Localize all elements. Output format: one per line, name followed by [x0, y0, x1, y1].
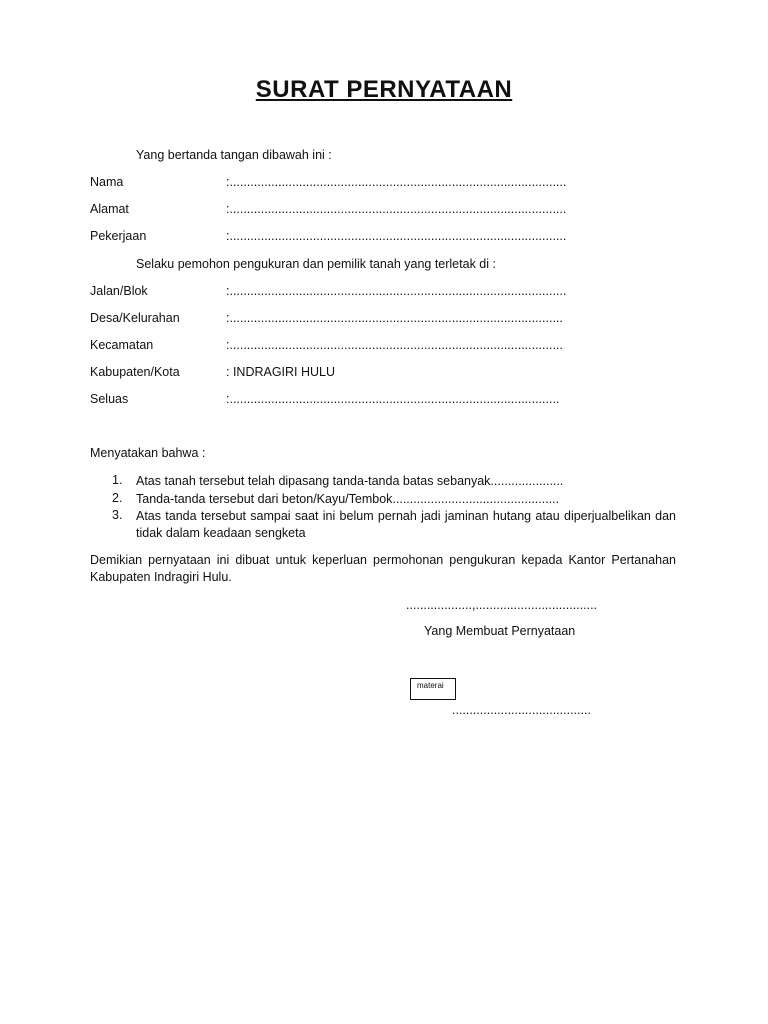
- field-label-jalan: Jalan/Blok: [90, 284, 148, 298]
- land-intro-text: Selaku pemohon pengukuran dan pemilik tanah yang terletak di :: [136, 257, 496, 271]
- statement-number: 1.: [112, 473, 123, 487]
- field-value-desa: :................................................................................................: [226, 311, 563, 325]
- place-date-line: ...................,...................................: [406, 598, 598, 612]
- field-label-kabupaten: Kabupaten/Kota: [90, 365, 180, 379]
- field-label-pekerjaan: Pekerjaan: [90, 229, 147, 243]
- field-label-alamat: Alamat: [90, 202, 129, 216]
- signer-label: Yang Membuat Pernyataan: [424, 624, 576, 638]
- field-label-seluas: Seluas: [90, 392, 129, 406]
- field-value-jalan: :.................................................................................................: [226, 284, 567, 298]
- field-label-kecamatan: Kecamatan: [90, 338, 154, 352]
- field-value-kecamatan: :................................................................................................: [226, 338, 563, 352]
- field-label-desa: Desa/Kelurahan: [90, 311, 180, 325]
- stamp-box: [410, 678, 456, 700]
- document-title: SURAT PERNYATAAN: [255, 76, 513, 103]
- statement-number: 3.: [112, 508, 123, 522]
- field-label-nama: Nama: [90, 175, 124, 189]
- field-value-nama: :.................................................................................................: [226, 175, 567, 189]
- signature-line: ........................................: [452, 703, 591, 717]
- field-value-kabupaten: : INDRAGIRI HULU: [226, 365, 336, 379]
- stamp-label: materai: [417, 681, 444, 690]
- statement-text: Atas tanah tersebut telah dipasang tanda-tanda batas sebanyak.....................: [136, 474, 564, 488]
- field-value-alamat: :.................................................................................................: [226, 202, 567, 216]
- statement-number: 2.: [112, 491, 123, 505]
- statement-intro: Menyatakan bahwa :: [90, 446, 206, 460]
- intro-text: Yang bertanda tangan dibawah ini :: [136, 148, 332, 162]
- closing-paragraph: Demikian pernyataan ini dibuat untuk keperluan permohonan pengukuran kepada Kantor Pertanahan Kabupaten Indragiri Hulu.: [90, 553, 676, 584]
- field-value-seluas: :...............................................................................................: [226, 392, 560, 406]
- statement-text: Tanda-tanda tersebut dari beton/Kayu/Tembok................................................: [136, 492, 560, 506]
- field-value-pekerjaan: :.................................................................................................: [226, 229, 567, 243]
- statement-text: Atas tanda tersebut sampai saat ini belum pernah jadi jaminan hutang atau diperjualbelikan dan tidak dalam keadaan sengketa: [136, 509, 676, 540]
